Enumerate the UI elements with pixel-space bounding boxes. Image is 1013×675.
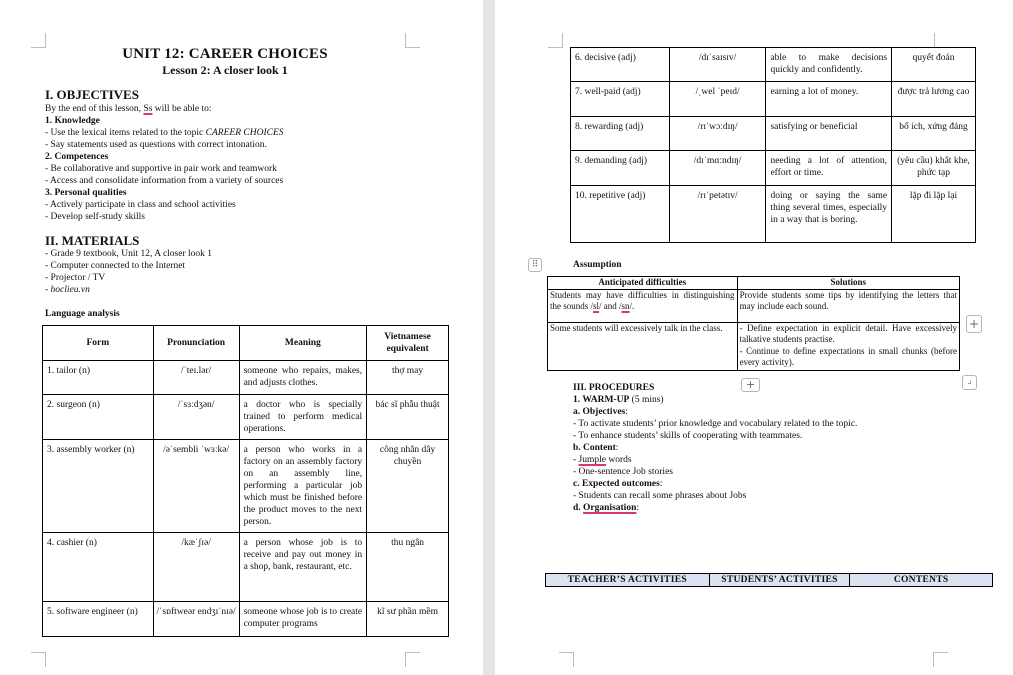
- pronunciation-cell: /ˈteɪ.lər/: [153, 361, 239, 395]
- vocabulary-table: [42, 325, 449, 637]
- competences-item: - Be collaborative and supportive in pair work and teamwork: [45, 164, 277, 174]
- meaning-cell: a person who works in a factory on an assembly factory on an assembly line, performing a particular job which must be finished before the product moves to the next person.: [239, 440, 367, 533]
- knowledge-item: [45, 127, 284, 139]
- page-corner-mark: [934, 33, 949, 48]
- spellcheck-flagged-word[interactable]: Ss: [143, 104, 153, 114]
- outcomes-item: - Students can recall some phrases about Jobs: [573, 491, 747, 501]
- vietnamese-cell: thu ngân: [367, 533, 449, 602]
- materials-item: [45, 284, 90, 296]
- content-item: - One-sentence Job stories: [573, 467, 673, 477]
- meaning-cell: a person whose job is to receive and pay out money in a shop, bank, restaurant, etc.: [239, 533, 367, 602]
- pronunciation-cell: /ˈsɜːdʒən/: [153, 395, 239, 440]
- knowledge-item: - Say statements used as questions with correct intonation.: [45, 140, 267, 150]
- table-row: [43, 602, 449, 637]
- form-cell: 2. surgeon (n): [43, 395, 154, 440]
- vietnamese-cell: thợ may: [367, 361, 449, 395]
- difficulty-cell: Some students will excessively talk in the class.: [548, 322, 738, 370]
- colon: :: [636, 503, 639, 513]
- form-cell: 4. cashier (n): [43, 533, 154, 602]
- col-header-contents: CONTENTS: [850, 574, 993, 587]
- vietnamese-cell: quyết đoán: [892, 48, 976, 82]
- table-row: [571, 82, 976, 117]
- spellcheck-flagged-word[interactable]: sl: [593, 301, 600, 311]
- qualities-heading: 3. Personal qualities: [45, 188, 127, 198]
- vocabulary-table-continued: [570, 47, 976, 243]
- col-header-vietnamese: Vietnamese equivalent: [367, 326, 449, 361]
- bullet: -: [573, 455, 579, 465]
- procedures-heading: III. PROCEDURES: [573, 383, 655, 393]
- warmup-heading: [573, 394, 664, 406]
- vietnamese-cell: công nhân dây chuyền: [367, 440, 449, 533]
- form-cell: 10. repetitive (adj): [571, 186, 670, 243]
- table-row: [548, 322, 960, 370]
- materials-heading: II. MATERIALS: [45, 233, 140, 248]
- difficulty-text: / and /: [599, 301, 622, 311]
- meaning-cell: earning a lot of money.: [766, 82, 892, 117]
- objectives-subheading: [573, 406, 628, 418]
- col-header-difficulties: Anticipated difficulties: [548, 277, 738, 290]
- solution-cell: [737, 322, 959, 370]
- form-cell: 5. software engineer (n): [43, 602, 154, 637]
- difficulty-text: Students may have difficulties in distinguishing the sounds /: [550, 289, 735, 311]
- page-corner-mark: [548, 33, 563, 48]
- page-corner-mark: [405, 652, 420, 667]
- spellcheck-flagged-word[interactable]: sn: [621, 301, 630, 311]
- activities-table: [545, 573, 993, 587]
- vietnamese-cell: bổ ích, xứng đáng: [892, 117, 976, 151]
- table-row: [43, 440, 449, 533]
- spellcheck-flagged-word[interactable]: Jumple: [578, 455, 606, 465]
- assumption-label: Assumption: [573, 260, 622, 270]
- objectives-item: - To enhance students’ skills of cooperating with teammates.: [573, 431, 803, 441]
- unit-title: UNIT 12: CAREER CHOICES: [122, 46, 328, 62]
- materials-item: - Projector / TV: [45, 273, 106, 283]
- col-header-pronunciation: Pronunciation: [153, 326, 239, 361]
- solution-cell: Provide students some tips by identifying the letters that may include each sound.: [737, 289, 959, 322]
- competences-heading: 2. Competences: [45, 152, 109, 162]
- meaning-cell: someone who repairs, makes, and adjusts clothes.: [239, 361, 367, 395]
- bullet: -: [45, 285, 51, 295]
- col-header-teacher-activities: TEACHER’S ACTIVITIES: [546, 574, 710, 587]
- table-row: [548, 289, 960, 322]
- intro-prefix: By the end of this lesson,: [45, 104, 144, 114]
- form-cell: 9. demanding (adj): [571, 151, 670, 186]
- document-page-left: [0, 0, 483, 675]
- table-row: [43, 395, 449, 440]
- topic-name: CAREER CHOICES: [205, 128, 284, 138]
- form-cell: 3. assembly worker (n): [43, 440, 154, 533]
- add-row-icon[interactable]: +: [741, 378, 760, 392]
- objectives-item: - To activate students’ prior knowledge and vocabulary related to the topic.: [573, 419, 858, 429]
- col-header-form: Form: [43, 326, 154, 361]
- pronunciation-cell: /ˌwel ˈpeɪd/: [669, 82, 766, 117]
- content-text: words: [606, 455, 632, 465]
- form-cell: 8. rewarding (adj): [571, 117, 670, 151]
- vocab-header-row: [43, 326, 449, 361]
- pronunciation-cell: /rɪˈwɔːdɪŋ/: [669, 117, 766, 151]
- objectives-label: a. Objectives: [573, 407, 626, 417]
- meaning-cell: able to make decisions quickly and confidently.: [766, 48, 892, 82]
- page-corner-mark: [31, 652, 46, 667]
- page-corner-mark: [933, 652, 948, 667]
- vietnamese-cell: kĩ sư phần mềm: [367, 602, 449, 637]
- pronunciation-cell: /dɪˈmɑːndɪŋ/: [669, 151, 766, 186]
- outcomes-label: c. Expected outcomes: [573, 479, 660, 489]
- table-row: [571, 186, 976, 243]
- assumption-table: [547, 276, 960, 371]
- add-column-icon[interactable]: +: [966, 315, 982, 333]
- vietnamese-cell: được trả lương cao: [892, 82, 976, 117]
- table-row: [43, 361, 449, 395]
- qualities-item: - Actively participate in class and school activities: [45, 200, 236, 210]
- table-move-handle-icon[interactable]: ⠿: [528, 258, 542, 272]
- content-item: [573, 454, 632, 466]
- activities-header-row: [546, 574, 993, 587]
- col-header-meaning: Meaning: [239, 326, 367, 361]
- organisation-subheading: [573, 502, 639, 514]
- pronunciation-cell: /rɪˈpetətɪv/: [669, 186, 766, 243]
- knowledge-text: - Use the lexical items related to the topic: [45, 128, 206, 138]
- warmup-label: 1. WARM-UP: [573, 395, 630, 405]
- table-row: [571, 151, 976, 186]
- colon: :: [615, 443, 619, 453]
- document-page-right: [495, 0, 1013, 675]
- difficulty-text: /.: [629, 301, 635, 311]
- pronunciation-cell: /ˈsɒftweər endʒɪˈnɪə/: [153, 602, 239, 637]
- vietnamese-cell: lặp đi lặp lại: [892, 186, 976, 243]
- materials-item: - Grade 9 textbook, Unit 12, A closer look 1: [45, 249, 213, 259]
- colon: :: [625, 407, 628, 417]
- intro-suffix: will be able to:: [152, 104, 212, 114]
- solution-line: - Define expectation in explicit detail. Have excessively talkative students practise.: [739, 322, 957, 344]
- objectives-intro: [45, 103, 212, 115]
- solution-line: - Continue to define expectations in small chunks (before every activity).: [739, 345, 957, 367]
- website-name: hoclieu.vn: [50, 285, 90, 295]
- page-gutter: [483, 0, 495, 675]
- language-analysis-label: Language analysis: [45, 309, 120, 319]
- content-label: b. Content: [573, 443, 616, 453]
- table-row: [43, 533, 449, 602]
- form-cell: 1. tailor (n): [43, 361, 154, 395]
- colon: :: [659, 479, 663, 489]
- meaning-cell: doing or saying the same thing several times, especially in a way that is boring.: [766, 186, 892, 243]
- table-row: [571, 48, 976, 82]
- form-cell: 7. well-paid (adj): [571, 82, 670, 117]
- outcomes-subheading: [573, 478, 662, 490]
- pronunciation-cell: /kæˈʃɪə/: [153, 533, 239, 602]
- competences-item: - Access and consolidate information from a variety of sources: [45, 176, 284, 186]
- vietnamese-cell: (yêu cầu) khắt khe, phức tạp: [892, 151, 976, 186]
- assumption-header-row: [548, 277, 960, 290]
- table-row: [571, 117, 976, 151]
- objectives-heading: I. OBJECTIVES: [45, 87, 139, 102]
- page-corner-mark: [559, 652, 574, 667]
- knowledge-heading: 1. Knowledge: [45, 116, 100, 126]
- pronunciation-cell: /əˈsembli ˈwɜːkə/: [153, 440, 239, 533]
- warmup-duration: (5 mins): [629, 395, 664, 405]
- col-header-solutions: Solutions: [737, 277, 959, 290]
- meaning-cell: a doctor who is specially trained to perform medical operations.: [239, 395, 367, 440]
- meaning-cell: satisfying or beneficial: [766, 117, 892, 151]
- spellcheck-flagged-word[interactable]: Organisation: [583, 503, 637, 513]
- difficulty-cell: [548, 289, 738, 322]
- materials-item: - Computer connected to the Internet: [45, 261, 186, 271]
- lesson-subtitle: Lesson 2: A closer look 1: [162, 63, 288, 77]
- qualities-item: - Develop self-study skills: [45, 212, 146, 222]
- content-subheading: [573, 442, 618, 454]
- col-header-students-activities: STUDENTS’ ACTIVITIES: [709, 574, 850, 587]
- pronunciation-cell: /dɪˈsaɪsɪv/: [669, 48, 766, 82]
- vietnamese-cell: bác sĩ phẫu thuật: [367, 395, 449, 440]
- form-cell: 6. decisive (adj): [571, 48, 670, 82]
- meaning-cell: someone whose job is to create computer programs: [239, 602, 367, 637]
- table-resize-handle-icon[interactable]: ⌟: [962, 375, 977, 390]
- meaning-cell: needing a lot of attention, effort or time.: [766, 151, 892, 186]
- organisation-prefix: d.: [573, 503, 584, 513]
